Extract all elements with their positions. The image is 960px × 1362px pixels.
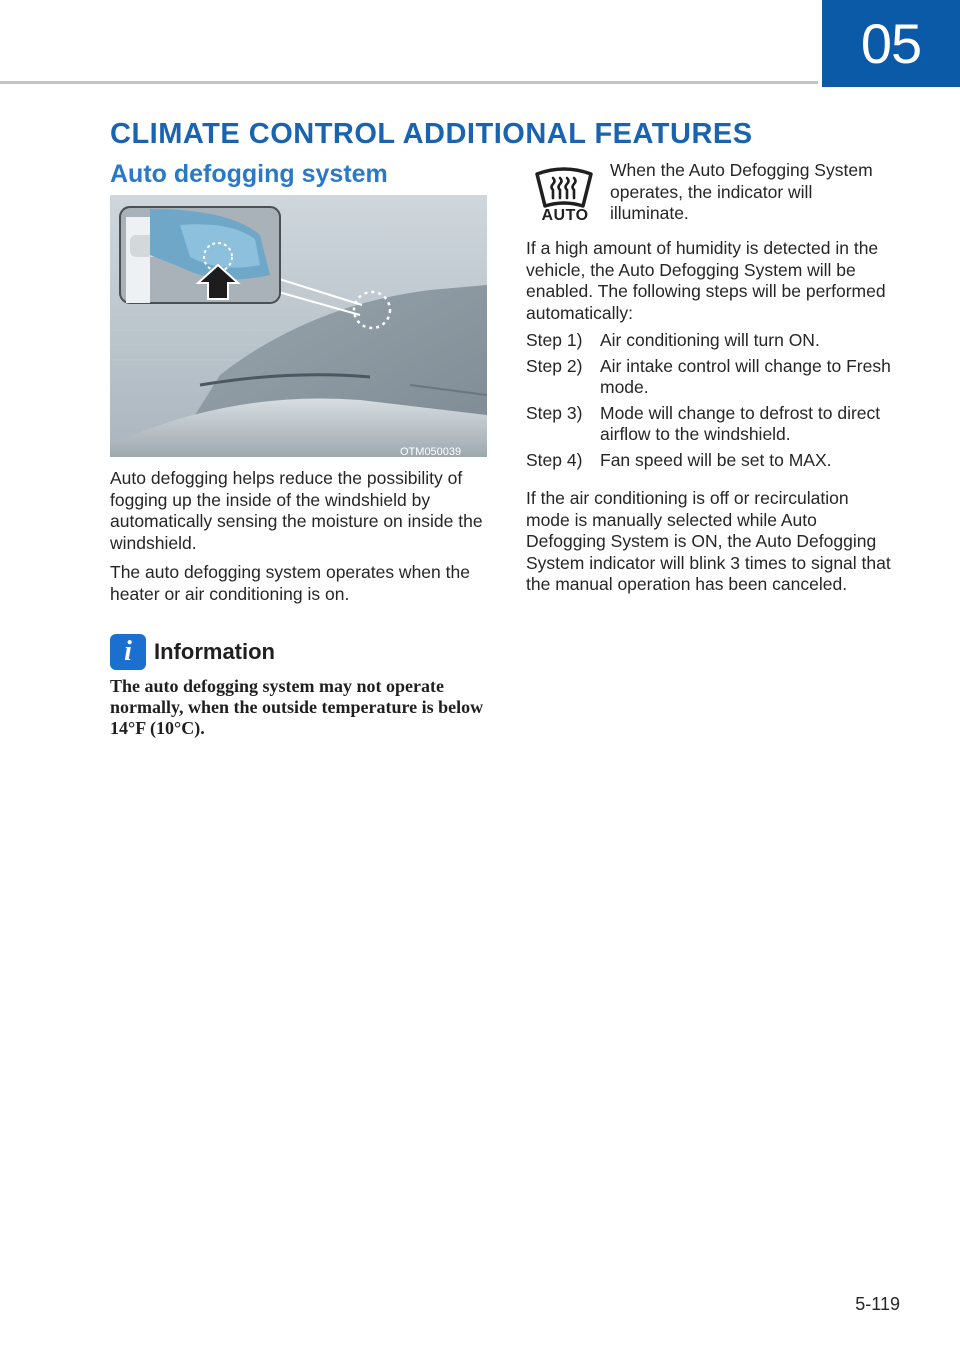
- step-label: Step 4): [526, 449, 583, 470]
- paragraph: The auto defogging system operates when the heater or air conditioning is on.: [110, 562, 470, 604]
- step-text: Air conditioning will turn ON.: [600, 330, 820, 350]
- chapter-tab: 05: [822, 0, 960, 87]
- auto-indicator-label: AUTO: [541, 207, 589, 224]
- windshield-sensor-illustration: [110, 195, 487, 457]
- information-title: Information: [154, 639, 275, 664]
- illustration-graphic: [110, 195, 487, 457]
- figure-code: OTM050039: [400, 446, 462, 458]
- step-item: [526, 403, 896, 446]
- subsection-title: Auto defogging system: [110, 160, 388, 188]
- step-label: Step 3): [526, 402, 583, 423]
- header-rule: [0, 81, 818, 84]
- step-item: [526, 356, 896, 399]
- section-title: CLIMATE CONTROL ADDITIONAL FEATURES: [110, 118, 753, 150]
- step-label: Step 1): [526, 330, 583, 350]
- information-note: [110, 630, 490, 739]
- step-item: [526, 450, 896, 472]
- info-icon: i: [110, 634, 146, 670]
- closing-paragraph: If the air conditioning is off or recirculation mode is manually selected while Auto Defogging System is ON, the Auto Defogging System indicator will blink 3 times to signal that the manual operation has been canceled.: [526, 488, 891, 594]
- step-text: Air intake control will change to Fresh mode.: [600, 355, 891, 397]
- indicator-description: When the Auto Defogging System operates, the indicator will illuminate.: [610, 160, 873, 223]
- humidity-intro: If a high amount of humidity is detected in the vehicle, the Auto Defogging System will be enabled. The following steps will be performed automatically:: [526, 238, 886, 323]
- page-number: 5-119: [855, 1294, 900, 1314]
- paragraph: Auto defogging helps reduce the possibility of fogging up the inside of the windshield by automatically sensing the moisture on inside the windshield.: [110, 468, 483, 553]
- step-list: [526, 330, 896, 475]
- step-label: Step 2): [526, 355, 583, 376]
- step-item: [526, 330, 896, 352]
- step-text: Fan speed will be set to MAX.: [600, 449, 832, 470]
- information-text: The auto defogging system may not operate normally, when the outside temperature is below 14°F (10°C).: [110, 676, 484, 738]
- step-text: Mode will change to defrost to direct airflow to the windshield.: [600, 402, 881, 444]
